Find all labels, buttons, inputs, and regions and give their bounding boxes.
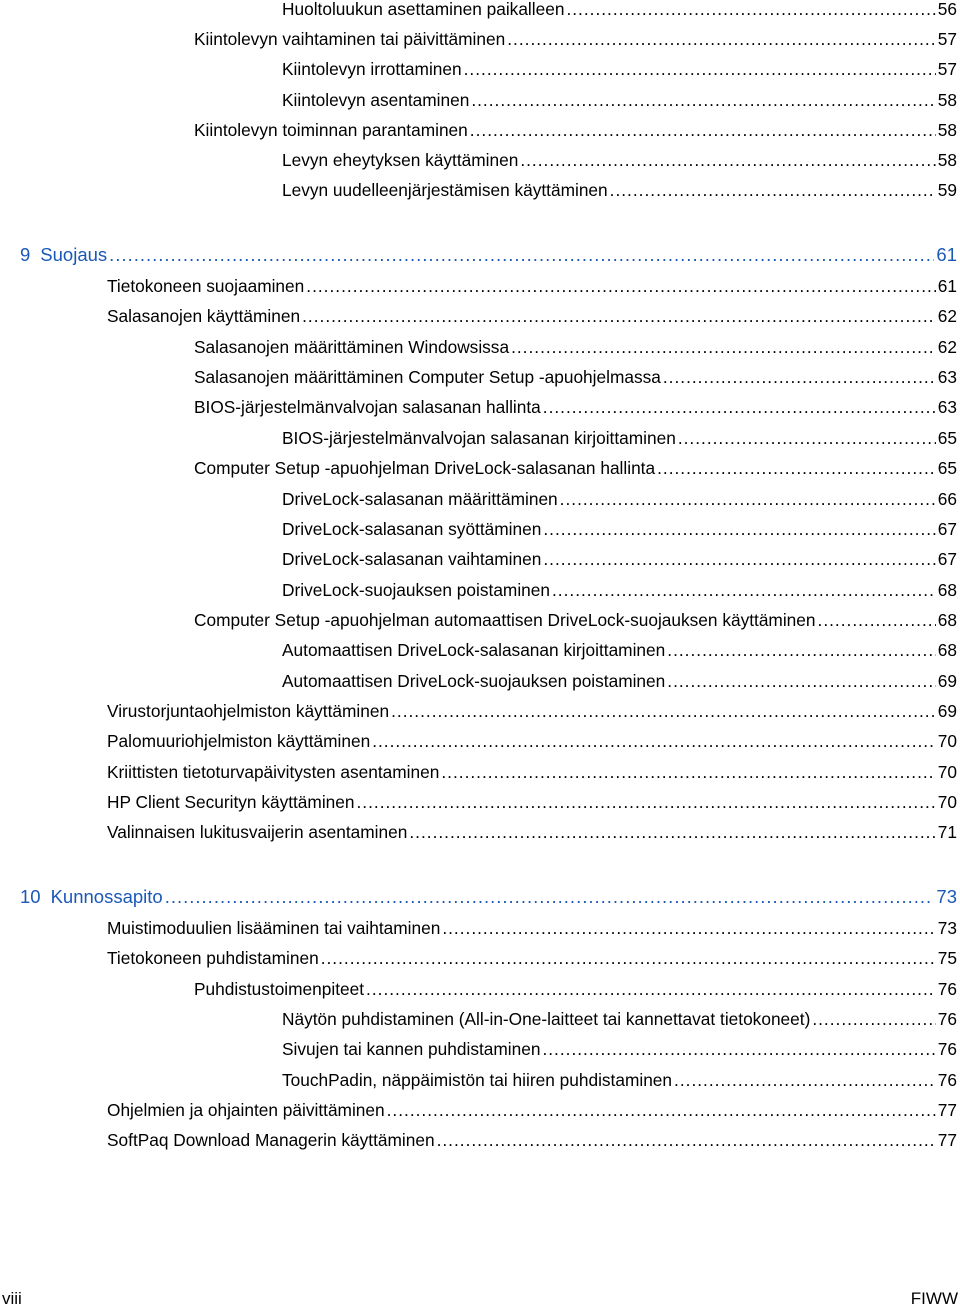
toc-entry-title: DriveLock-salasanan määrittäminen: [282, 489, 558, 509]
toc-entry[interactable]: [107, 699, 960, 723]
chapter-number: 10: [20, 886, 41, 907]
toc-entry-page: 70: [937, 792, 957, 812]
toc-entry-page: 65: [937, 428, 957, 448]
toc-entry[interactable]: [282, 178, 960, 202]
toc-entry-page: 73: [936, 886, 957, 907]
toc-entry[interactable]: [282, 578, 960, 602]
toc-entry[interactable]: [107, 729, 960, 753]
toc-entry-title: Kriittisten tietoturvapäivitysten asentaminen: [107, 762, 440, 782]
toc-entry-page: 71: [937, 822, 957, 842]
dot-leader: [409, 820, 935, 844]
toc-entry-page: 77: [937, 1100, 957, 1120]
toc-entry[interactable]: [282, 1007, 960, 1031]
dot-leader: [812, 1007, 935, 1031]
toc-entry[interactable]: [282, 0, 960, 21]
dot-leader: [442, 916, 935, 940]
toc-entry-page: 66: [937, 489, 957, 509]
dot-leader: [471, 88, 935, 112]
toc-entry-title: Computer Setup -apuohjelman DriveLock-salasanan hallinta: [194, 458, 656, 478]
toc-entry-page: 67: [937, 519, 957, 539]
toc-entry-page: 68: [937, 580, 957, 600]
toc-entry-title: TouchPadin, näppäimistön tai hiiren puhdistaminen: [282, 1070, 673, 1090]
dot-leader: [818, 608, 936, 632]
toc-entry-page: 76: [937, 1070, 957, 1090]
toc-entry-title: Salasanojen käyttäminen: [107, 306, 301, 326]
toc-entry-title: SoftPaq Download Managerin käyttäminen: [107, 1130, 435, 1150]
toc-entry-page: 62: [937, 337, 957, 357]
toc-entry-title: BIOS-järjestelmänvalvojan salasanan hallinta: [194, 397, 541, 417]
toc-entry[interactable]: [107, 1098, 960, 1122]
toc-entry-page: 56: [937, 0, 957, 19]
toc-entry-title: Kiintolevyn irrottaminen: [282, 59, 462, 79]
toc-entry-page: 76: [937, 1009, 957, 1029]
toc-chapter-suojaus[interactable]: [20, 243, 960, 267]
toc-entry[interactable]: [282, 487, 960, 511]
toc-entry-title: Levyn uudelleenjärjestämisen käyttäminen: [282, 180, 608, 200]
toc-entry[interactable]: [194, 335, 960, 359]
dot-leader: [663, 365, 936, 389]
toc-entry-page: 69: [937, 701, 957, 721]
dot-leader: [610, 178, 936, 202]
toc-entry-page: 76: [937, 1039, 957, 1059]
toc-entry-title: DriveLock-salasanan syöttäminen: [282, 519, 542, 539]
toc-entry-title: Kiintolevyn vaihtaminen tai päivittäminen: [194, 29, 506, 49]
toc-entry-title: Virustorjuntaohjelmiston käyttäminen: [107, 701, 390, 721]
toc-entry-title: Tietokoneen puhdistaminen: [107, 948, 319, 968]
toc-entry-page: 69: [937, 671, 957, 691]
dot-leader: [667, 669, 935, 693]
dot-leader: [507, 27, 936, 51]
toc-entry-page: 59: [937, 180, 957, 200]
dot-leader: [165, 885, 935, 909]
toc-entry[interactable]: [107, 274, 960, 298]
toc-entry-title: Puhdistustoimenpiteet: [194, 979, 365, 999]
toc-entry-page: 70: [937, 731, 957, 751]
toc-entry-page: 67: [937, 549, 957, 569]
toc-entry-title: Kiintolevyn asentaminen: [282, 90, 470, 110]
toc-entry-title: DriveLock-salasanan vaihtaminen: [282, 549, 542, 569]
toc-entry-page: 63: [937, 397, 957, 417]
footer-language-code: FIWW: [910, 1289, 958, 1308]
toc-entry-title: BIOS-järjestelmänvalvojan salasanan kirjoittaminen: [282, 428, 676, 448]
dot-leader: [552, 578, 936, 602]
dot-leader: [391, 699, 936, 723]
toc-entry-title: Ohjelmien ja ohjainten päivittäminen: [107, 1100, 385, 1120]
toc-entry[interactable]: [194, 395, 960, 419]
dot-leader: [357, 790, 936, 814]
toc-entry-title: Salasanojen määrittäminen Computer Setup -apuohjelmassa: [194, 367, 661, 387]
dot-leader: [441, 760, 935, 784]
toc-chapter-kunnossapito[interactable]: [20, 885, 960, 909]
dot-leader: [109, 243, 934, 267]
toc-entry[interactable]: [282, 638, 960, 662]
toc-entry-title: Tietokoneen suojaaminen: [107, 276, 305, 296]
toc-entry-title: Sivujen tai kannen puhdistaminen: [282, 1039, 541, 1059]
toc-entry[interactable]: [282, 57, 960, 81]
toc-entry-title: Computer Setup -apuohjelman automaattisen DriveLock-suojauksen käyttäminen: [194, 610, 816, 630]
dot-leader: [464, 57, 936, 81]
dot-leader: [678, 426, 936, 450]
toc-entry-title: Valinnaisen lukitusvaijerin asentaminen: [107, 822, 408, 842]
dot-leader: [667, 638, 936, 662]
toc-entry[interactable]: [194, 365, 960, 389]
toc-entry-title: Levyn eheytyksen käyttäminen: [282, 150, 519, 170]
toc-entry[interactable]: [282, 547, 960, 571]
page-footer: [0, 1290, 960, 1308]
toc-entry-page: 75: [937, 948, 957, 968]
dot-leader: [543, 395, 936, 419]
dot-leader: [321, 946, 936, 970]
dot-leader: [306, 274, 935, 298]
toc-entry-page: 65: [937, 458, 957, 478]
toc-entry[interactable]: [107, 304, 960, 328]
dot-leader: [470, 118, 936, 142]
toc-entry[interactable]: [194, 977, 960, 1001]
toc-entry-page: 63: [937, 367, 957, 387]
chapter-number: 9: [20, 244, 31, 265]
toc-entry-title: Näytön puhdistaminen (All-in-One-laitteet tai kannettavat tietokoneet): [282, 1009, 811, 1029]
toc-entry-title: Salasanojen määrittäminen Windowsissa: [194, 337, 510, 357]
toc-entry-title: Automaattisen DriveLock-salasanan kirjoittaminen: [282, 640, 666, 660]
toc-entry[interactable]: [282, 426, 960, 450]
dot-leader: [511, 335, 936, 359]
toc-entry-page: 73: [937, 918, 957, 938]
toc-entry[interactable]: [107, 820, 960, 844]
toc-entry[interactable]: [107, 916, 960, 940]
toc-entry-title: HP Client Securityn käyttäminen: [107, 792, 355, 812]
dot-leader: [366, 977, 936, 1001]
dot-leader: [560, 487, 936, 511]
toc-entry[interactable]: [107, 760, 960, 784]
toc-entry-title: Muistimoduulien lisääminen tai vaihtaminen: [107, 918, 441, 938]
dot-leader: [566, 0, 935, 21]
toc-entry-title: Automaattisen DriveLock-suojauksen poistaminen: [282, 671, 666, 691]
toc-entry[interactable]: [194, 608, 960, 632]
toc-entry-title: DriveLock-suojauksen poistaminen: [282, 580, 550, 600]
dot-leader: [387, 1098, 936, 1122]
toc-entry-title: Palomuuriohjelmiston käyttäminen: [107, 731, 371, 751]
toc-entry-page: 57: [937, 59, 957, 79]
dot-leader: [543, 517, 935, 541]
toc-entry-page: 62: [937, 306, 957, 326]
toc-entry[interactable]: [107, 946, 960, 970]
toc-entry[interactable]: [282, 669, 960, 693]
toc-entry-page: 77: [937, 1130, 957, 1150]
toc-entry[interactable]: [282, 148, 960, 172]
toc-entry[interactable]: [282, 517, 960, 541]
dot-leader: [437, 1128, 936, 1152]
toc-entry[interactable]: [194, 27, 960, 51]
toc-entry[interactable]: [282, 1037, 960, 1061]
toc-entry-title: Kiintolevyn toiminnan parantaminen: [194, 120, 468, 140]
chapter-title: Suojaus: [40, 244, 108, 265]
toc-entry[interactable]: [282, 88, 960, 112]
toc-entry-page: 61: [936, 244, 957, 265]
toc-entry-page: 58: [937, 120, 957, 140]
toc-entry[interactable]: [194, 456, 960, 480]
toc-entry-page: 68: [937, 640, 957, 660]
footer-page-number: viii: [2, 1289, 22, 1308]
dot-leader: [302, 304, 936, 328]
toc-entry[interactable]: [194, 118, 960, 142]
toc-entry-page: 68: [937, 610, 957, 630]
toc-entry-page: 58: [937, 150, 957, 170]
toc-entry-page: 58: [937, 90, 957, 110]
toc-entry-page: 61: [937, 276, 957, 296]
toc-entry[interactable]: [107, 790, 960, 814]
dot-leader: [372, 729, 936, 753]
toc-entry-page: 57: [937, 29, 957, 49]
dot-leader: [520, 148, 935, 172]
toc-entry[interactable]: [107, 1128, 960, 1152]
dot-leader: [657, 456, 936, 480]
chapter-title: Kunnossapito: [50, 886, 163, 907]
toc-entry-title: Huoltoluukun asettaminen paikalleen: [282, 0, 565, 19]
dot-leader: [542, 1037, 935, 1061]
toc-entry[interactable]: [282, 1068, 960, 1092]
dot-leader: [543, 547, 935, 571]
toc-entry-page: 76: [937, 979, 957, 999]
toc-entry-page: 70: [937, 762, 957, 782]
dot-leader: [674, 1068, 936, 1092]
